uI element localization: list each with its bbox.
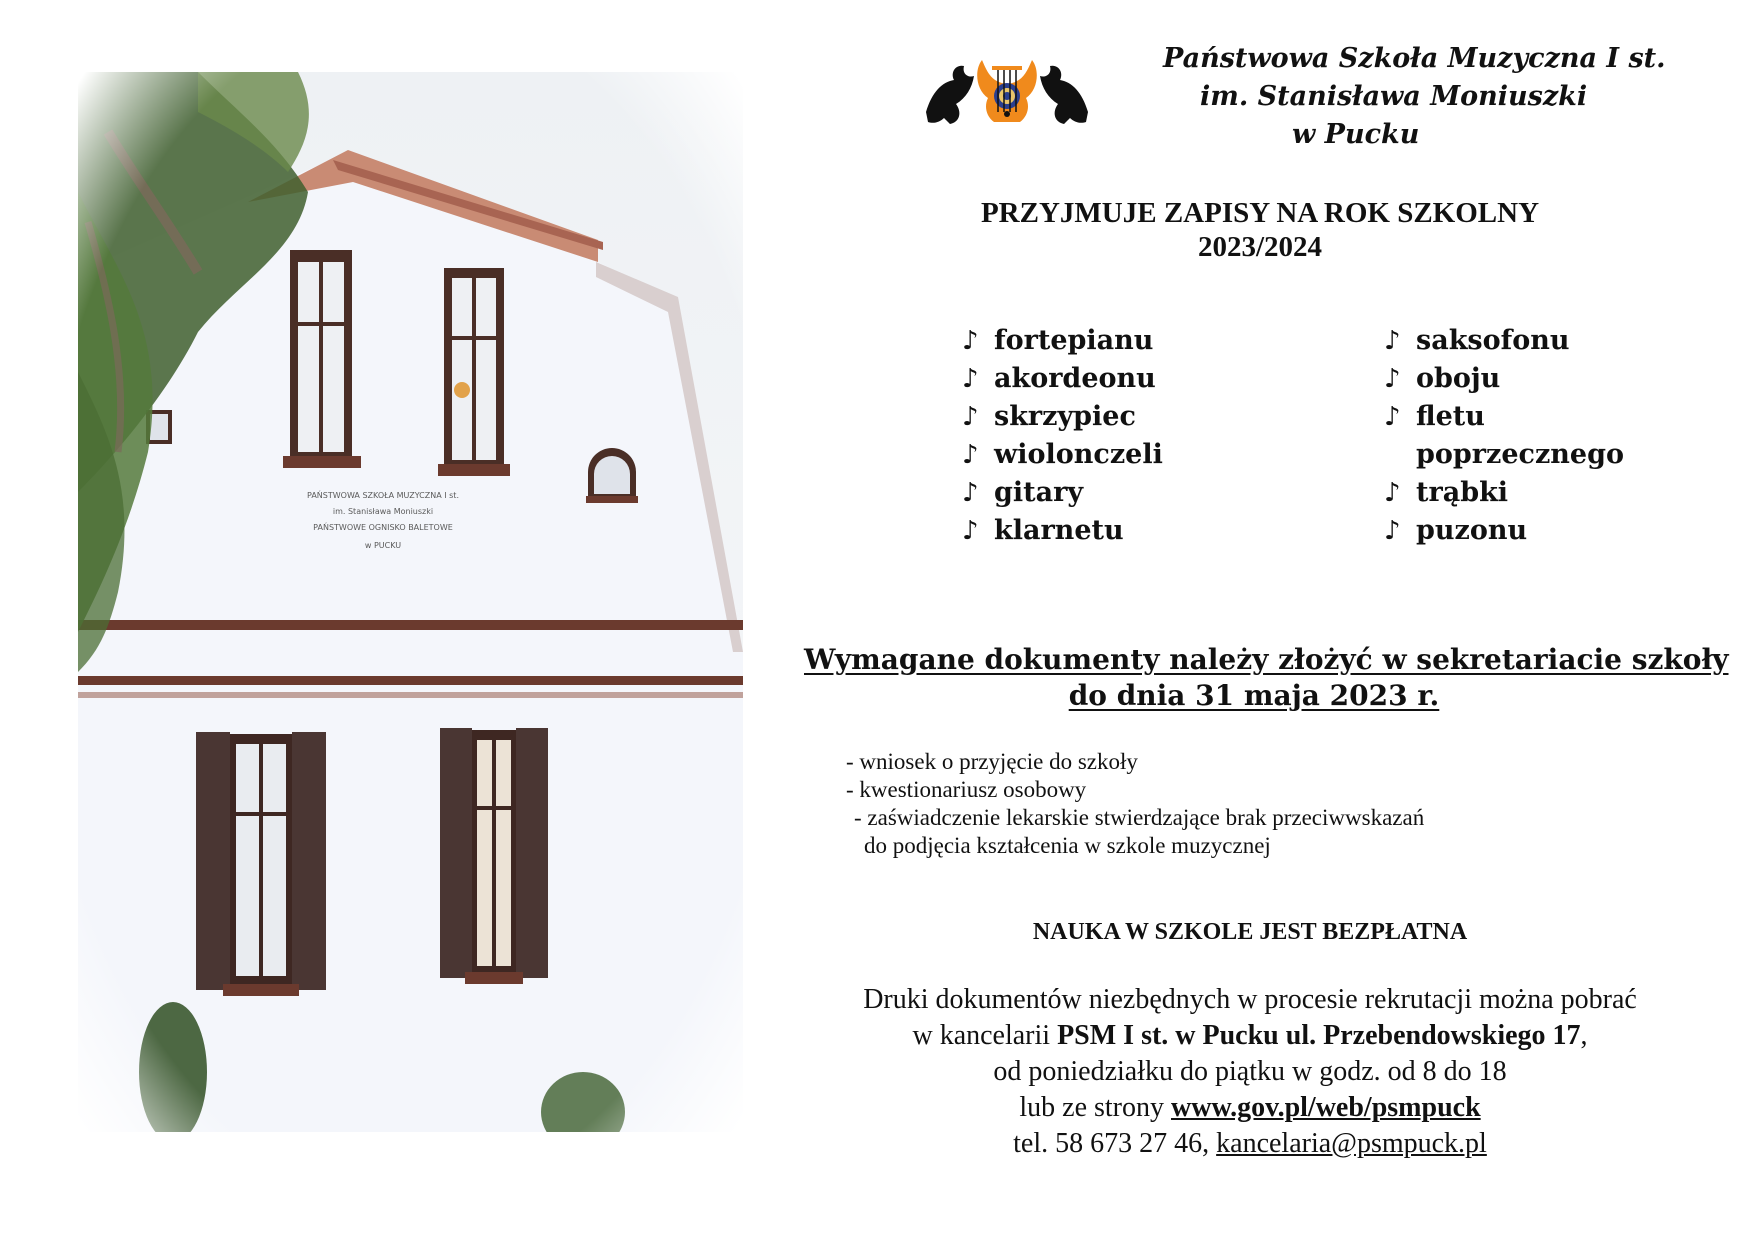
music-note-icon: ♪ [1384,326,1401,356]
instrument-label: saksofonu [1416,325,1570,356]
instrument-item-continuation [1384,436,1624,474]
instrument-label: gitary [994,477,1084,508]
instrument-item [1384,512,1624,550]
instrument-item [962,474,1163,512]
school-name-line3: w Pucku [1292,119,1420,150]
music-note-icon: ♪ [962,516,979,546]
free-education-notice: NAUKA W SZKOLE JEST BEZPŁATNA [1032,919,1468,945]
school-logo [922,52,1092,132]
music-note-icon: ♪ [1384,478,1401,508]
office-address: PSM I st. w Pucku ul. Przebendowskiego 17 [1057,1020,1581,1051]
instrument-item [962,398,1163,436]
music-note-icon: ♪ [962,478,979,508]
instrument-item [962,360,1163,398]
instrument-label: poprzecznego [1416,439,1624,470]
instrument-item [962,322,1163,360]
contact-line2-prefix: w kancelarii [912,1020,1058,1051]
phone-number: tel. 58 673 27 46, [1013,1128,1217,1159]
instrument-label: skrzypiec [994,401,1136,432]
instrument-label: trąbki [1416,477,1509,508]
deadline-notice [804,642,1729,714]
contact-line4 [800,1090,1700,1126]
instrument-item [1384,398,1624,436]
contact-line5 [800,1126,1700,1162]
instrument-item [1384,474,1624,512]
headline-line2: 2023/2024 [1197,231,1323,263]
headline-line1: PRZYJMUJE ZAPISY NA ROK SZKOLNY [980,197,1540,229]
school-name [1080,40,1666,154]
instrument-label: oboju [1416,363,1501,394]
required-documents-list [846,748,1424,860]
enrollment-headline [930,196,1590,264]
contact-info [800,982,1700,1162]
contact-line3: od poniedziałku do piątku w godz. od 8 do 18 [993,1056,1507,1087]
instrument-label: akordeonu [994,363,1156,394]
music-note-icon: ♪ [962,402,979,432]
music-note-icon: ♪ [1384,364,1401,394]
music-note-icon: ♪ [962,440,979,470]
instrument-item [1384,322,1624,360]
document-item: - wniosek o przyjęcie do szkoły [846,749,1138,774]
contact-line2 [800,1018,1700,1054]
website-prefix: lub ze strony [1019,1092,1171,1123]
school-name-line1: Państwowa Szkoła Muzyczna I st. [1163,43,1666,74]
instrument-label: klarnetu [994,515,1124,546]
instrument-item [962,436,1163,474]
music-note-icon: ♪ [1384,402,1401,432]
document-item: - zaświadczenie lekarskie stwierdzające brak przeciwwskazań [854,805,1425,830]
building-illustration [78,72,743,1132]
lyre-griffins-logo [922,52,1092,132]
deadline-line2: do dnia 31 maja 2023 r. [1068,679,1440,712]
website-link[interactable]: www.gov.pl/web/psmpuck [1171,1092,1481,1123]
instrument-item [962,512,1163,550]
instrument-label: fletu [1416,401,1485,432]
music-note-icon: ♪ [962,326,979,356]
document-item: - kwestionariusz osobowy [846,777,1087,802]
document-item-continuation: do podjęcia kształcenia w szkole muzycznej [864,833,1271,858]
deadline-line1: Wymagane dokumenty należy złożyć w sekretariacie szkoły [804,643,1729,676]
email-link[interactable]: kancelaria@psmpuck.pl [1216,1128,1487,1159]
instrument-label: wiolonczeli [994,439,1163,470]
instrument-label: puzonu [1416,515,1528,546]
school-name-line2: im. Stanisława Moniuszki [1200,81,1588,112]
school-building-photo [78,72,743,1132]
contact-line2-suffix: , [1580,1020,1588,1051]
music-note-icon: ♪ [1384,516,1401,546]
music-note-icon: ♪ [962,364,979,394]
contact-line1: Druki dokumentów niezbędnych w procesie rekrutacji można pobrać [863,984,1637,1015]
instrument-list-right [1384,322,1624,550]
instrument-label: fortepianu [994,325,1154,356]
instrument-item [1384,360,1624,398]
instrument-list-left [962,322,1163,550]
